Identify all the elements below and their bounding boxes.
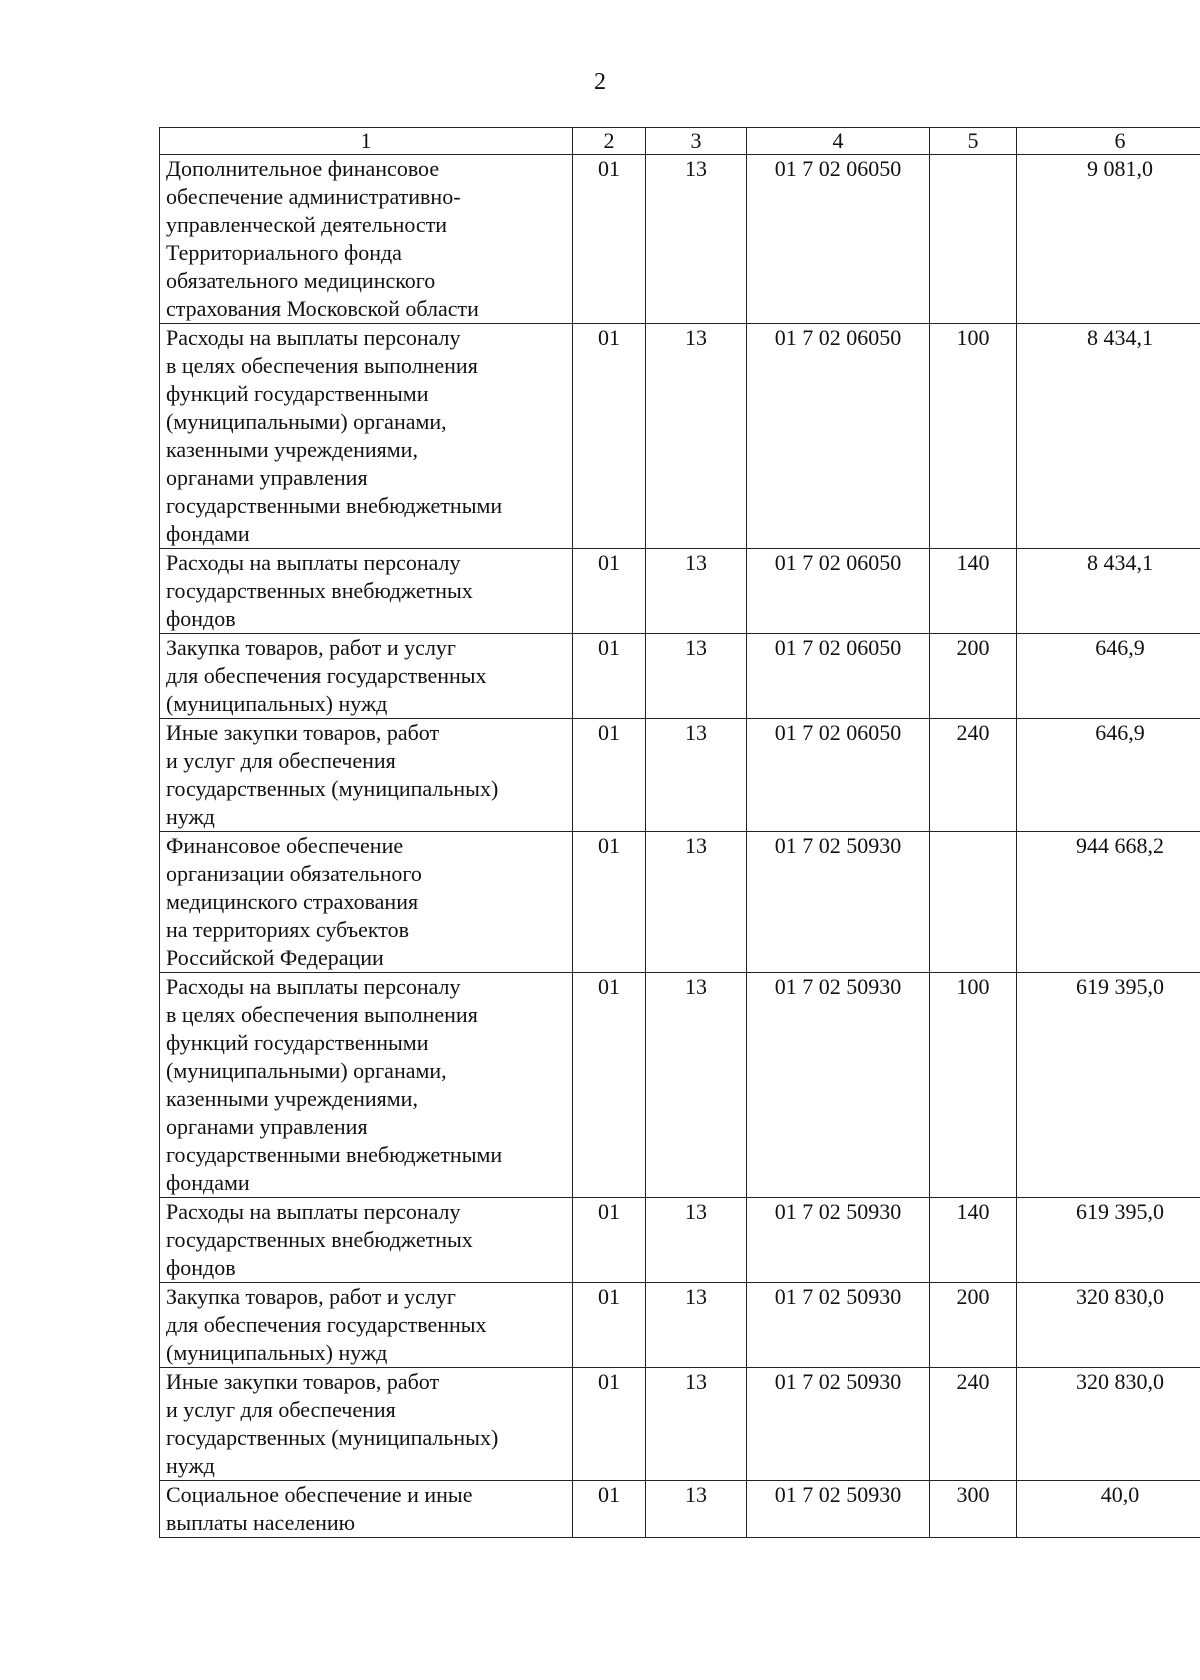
amount-cell: 944 668,2 xyxy=(1017,832,1200,973)
amount-cell: 40,0 xyxy=(1017,1481,1200,1538)
amount-cell: 619 395,0 xyxy=(1017,1198,1200,1283)
target-article-cell: 01 7 02 50930 xyxy=(747,973,930,1198)
page-number: 2 xyxy=(594,69,606,95)
target-article-cell: 01 7 02 06050 xyxy=(747,324,930,549)
subsection-cell: 13 xyxy=(646,1198,747,1283)
subsection-cell: 13 xyxy=(646,973,747,1198)
expense-name-cell: Закупка товаров, работ и услуг для обеспечения государственных (муниципальных) нужд xyxy=(160,634,573,719)
amount-cell: 646,9 xyxy=(1017,719,1200,832)
amount-cell: 619 395,0 xyxy=(1017,973,1200,1198)
target-article-cell: 01 7 02 06050 xyxy=(747,549,930,634)
table-row xyxy=(160,549,1200,634)
expense-name-cell: Дополнительное финансовое обеспечение административно- управленческой деятельности Территориального фонда обязательного медицинского страхования Московской области xyxy=(160,155,573,324)
amount-cell: 646,9 xyxy=(1017,634,1200,719)
section-cell: 01 xyxy=(573,1283,646,1368)
expense-name-cell: Расходы на выплаты персоналу государственных внебюджетных фондов xyxy=(160,1198,573,1283)
section-cell: 01 xyxy=(573,832,646,973)
column-header-2: 2 xyxy=(573,128,646,155)
table-row xyxy=(160,1481,1200,1538)
subsection-cell: 13 xyxy=(646,1283,747,1368)
section-cell: 01 xyxy=(573,719,646,832)
expense-type-cell: 200 xyxy=(930,1283,1017,1368)
amount-cell: 9 081,0 xyxy=(1017,155,1200,324)
section-cell: 01 xyxy=(573,1481,646,1538)
expense-type-cell: 140 xyxy=(930,1198,1017,1283)
table-row xyxy=(160,324,1200,549)
target-article-cell: 01 7 02 50930 xyxy=(747,1368,930,1481)
table-row xyxy=(160,1368,1200,1481)
table-row xyxy=(160,973,1200,1198)
section-cell: 01 xyxy=(573,549,646,634)
expense-name-cell: Расходы на выплаты персоналу в целях обеспечения выполнения функций государственными (муниципальными) органами, казенными учреждениями, органами управления государственными внебюджетными фондами xyxy=(160,324,573,549)
subsection-cell: 13 xyxy=(646,324,747,549)
subsection-cell: 13 xyxy=(646,1368,747,1481)
amount-cell: 320 830,0 xyxy=(1017,1368,1200,1481)
target-article-cell: 01 7 02 06050 xyxy=(747,634,930,719)
expense-type-cell: 100 xyxy=(930,324,1017,549)
table-row xyxy=(160,719,1200,832)
expense-name-cell: Расходы на выплаты персоналу в целях обеспечения выполнения функций государственными (муниципальными) органами, казенными учреждениями, органами управления государственными внебюджетными фондами xyxy=(160,973,573,1198)
subsection-cell: 13 xyxy=(646,634,747,719)
column-header-3: 3 xyxy=(646,128,747,155)
target-article-cell: 01 7 02 50930 xyxy=(747,1198,930,1283)
subsection-cell: 13 xyxy=(646,549,747,634)
table-row xyxy=(160,1283,1200,1368)
target-article-cell: 01 7 02 06050 xyxy=(747,155,930,324)
target-article-cell: 01 7 02 50930 xyxy=(747,832,930,973)
budget-table xyxy=(159,127,1200,1538)
target-article-cell: 01 7 02 50930 xyxy=(747,1481,930,1538)
subsection-cell: 13 xyxy=(646,719,747,832)
section-cell: 01 xyxy=(573,1368,646,1481)
column-header-6: 6 xyxy=(1017,128,1200,155)
expense-name-cell: Иные закупки товаров, работ и услуг для обеспечения государственных (муниципальных) нужд xyxy=(160,719,573,832)
expense-type-cell: 200 xyxy=(930,634,1017,719)
table-row xyxy=(160,832,1200,973)
expense-name-cell: Закупка товаров, работ и услуг для обеспечения государственных (муниципальных) нужд xyxy=(160,1283,573,1368)
expense-name-cell: Финансовое обеспечение организации обязательного медицинского страхования на территориях субъектов Российской Федерации xyxy=(160,832,573,973)
expense-name-cell: Социальное обеспечение и иные выплаты населению xyxy=(160,1481,573,1538)
section-cell: 01 xyxy=(573,973,646,1198)
column-header-1: 1 xyxy=(160,128,573,155)
table-header-row xyxy=(160,128,1200,155)
target-article-cell: 01 7 02 06050 xyxy=(747,719,930,832)
section-cell: 01 xyxy=(573,1198,646,1283)
section-cell: 01 xyxy=(573,634,646,719)
table-row xyxy=(160,634,1200,719)
section-cell: 01 xyxy=(573,324,646,549)
expense-type-cell: 240 xyxy=(930,719,1017,832)
table-row xyxy=(160,1198,1200,1283)
subsection-cell: 13 xyxy=(646,155,747,324)
table-row xyxy=(160,155,1200,324)
amount-cell: 8 434,1 xyxy=(1017,324,1200,549)
column-header-4: 4 xyxy=(747,128,930,155)
expense-type-cell: 300 xyxy=(930,1481,1017,1538)
expense-name-cell: Иные закупки товаров, работ и услуг для обеспечения государственных (муниципальных) нужд xyxy=(160,1368,573,1481)
expense-name-cell: Расходы на выплаты персоналу государственных внебюджетных фондов xyxy=(160,549,573,634)
expense-type-cell: 140 xyxy=(930,549,1017,634)
expense-type-cell: 100 xyxy=(930,973,1017,1198)
expense-type-cell xyxy=(930,832,1017,973)
column-header-5: 5 xyxy=(930,128,1017,155)
expense-type-cell xyxy=(930,155,1017,324)
amount-cell: 8 434,1 xyxy=(1017,549,1200,634)
expense-type-cell: 240 xyxy=(930,1368,1017,1481)
target-article-cell: 01 7 02 50930 xyxy=(747,1283,930,1368)
subsection-cell: 13 xyxy=(646,1481,747,1538)
subsection-cell: 13 xyxy=(646,832,747,973)
section-cell: 01 xyxy=(573,155,646,324)
amount-cell: 320 830,0 xyxy=(1017,1283,1200,1368)
